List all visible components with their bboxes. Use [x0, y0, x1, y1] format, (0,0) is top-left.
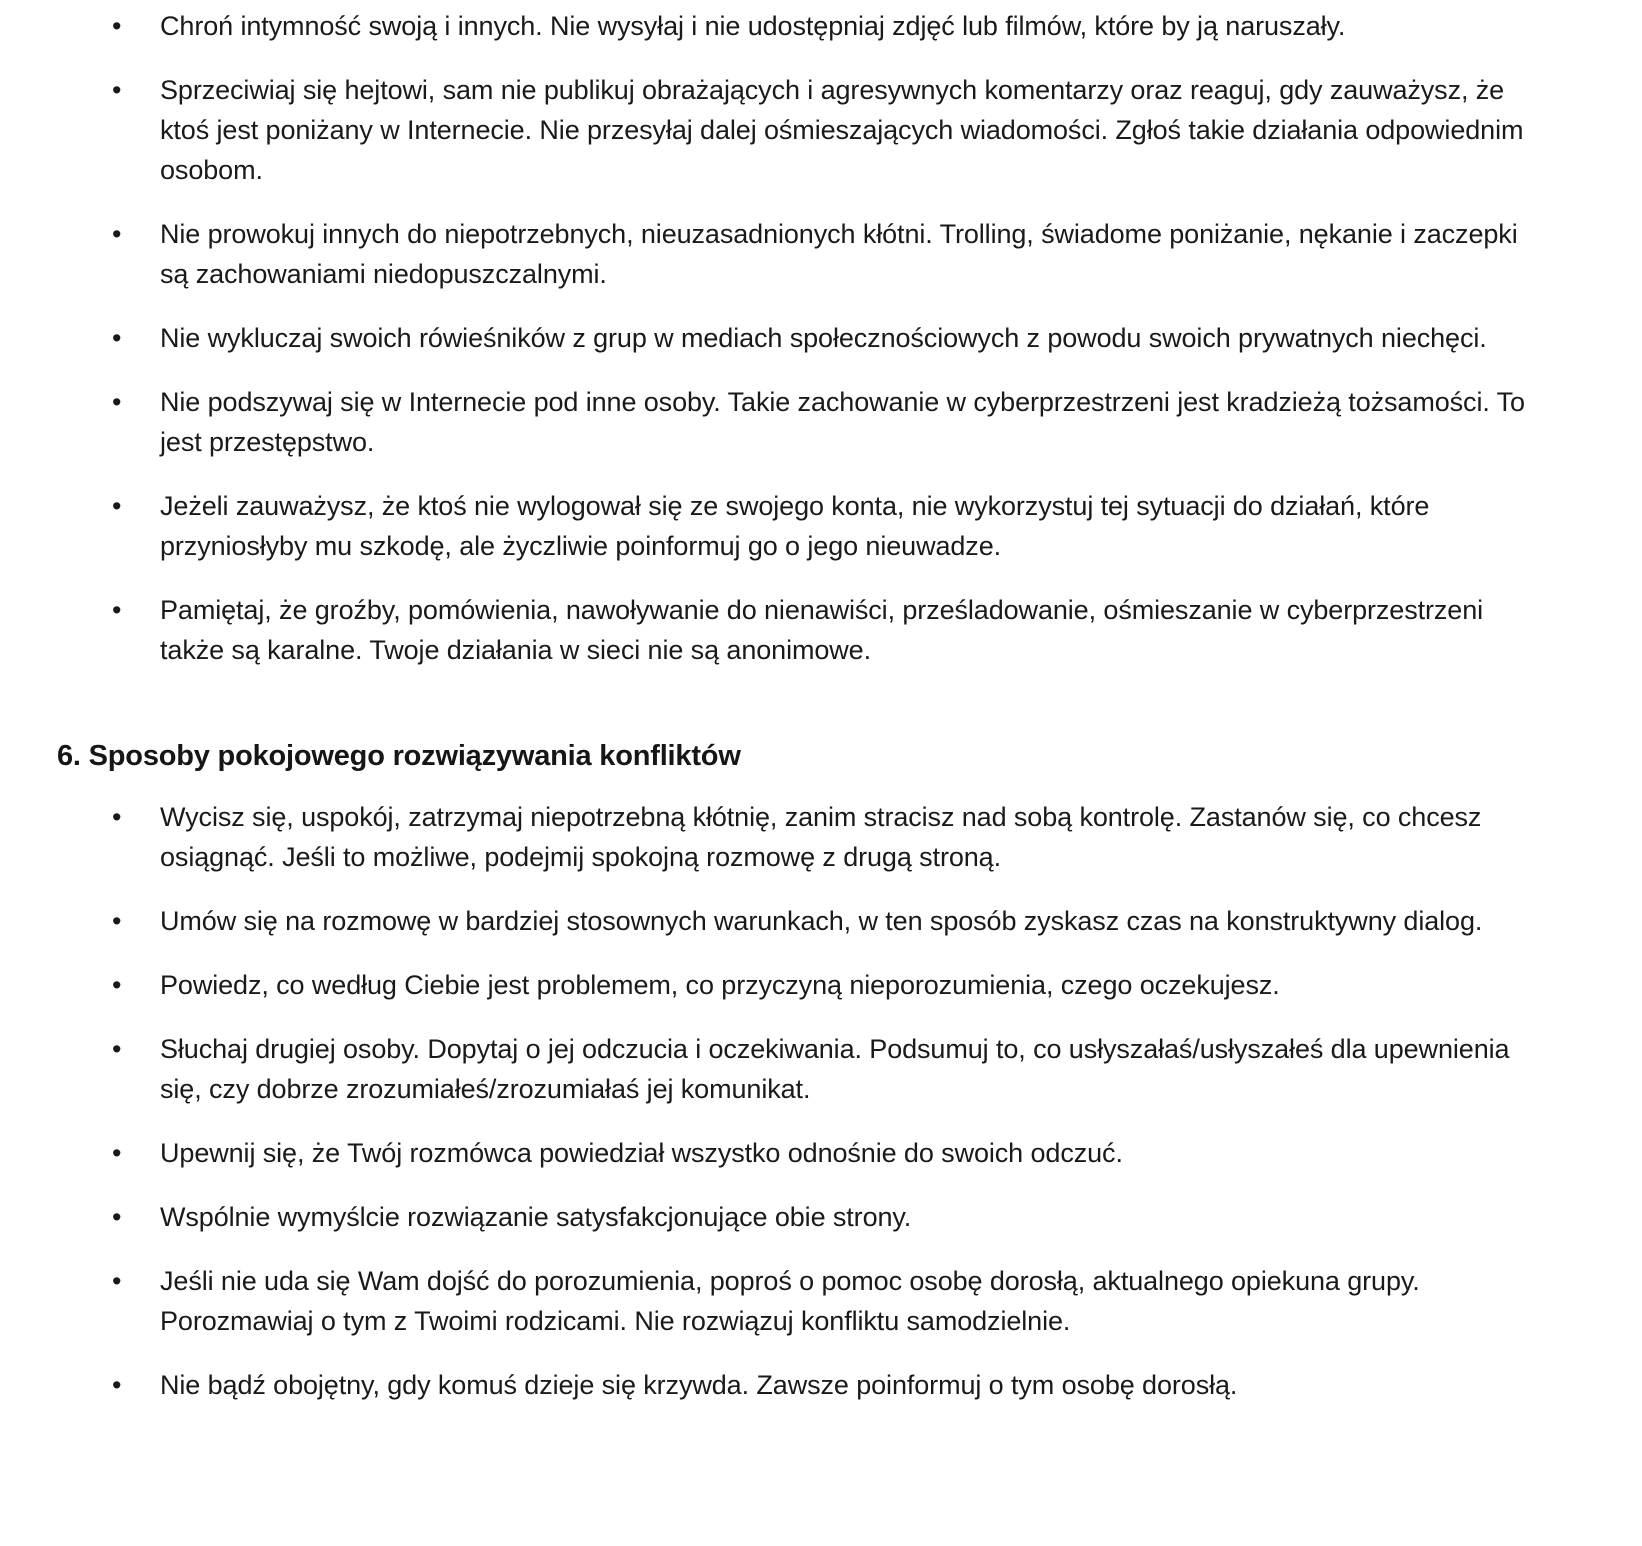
list-item-text: Sprzeciwiaj się hejtowi, sam nie publikuj obrażających i agresywnych komentarzy oraz reaguj, gdy zauważysz, że ktoś jest poniżany w Internecie. Nie przesyłaj dalej ośmieszających wiadomości. Zgłoś takie działania odpowiednim osobom. — [160, 75, 1524, 185]
internet-rules-list — [0, 6, 1642, 670]
list-item — [0, 6, 1642, 46]
list-item-text: Umów się na rozmowę w bardziej stosownych warunkach, w ten sposób zyskasz czas na konstruktywny dialog. — [160, 906, 1483, 936]
bullet-icon: • — [112, 1370, 122, 1400]
bullet-icon: • — [112, 323, 122, 353]
list-item — [0, 70, 1642, 190]
list-item — [0, 1365, 1642, 1405]
list-item — [0, 1261, 1642, 1341]
list-item-text: Nie bądź obojętny, gdy komuś dzieje się krzywda. Zawsze poinformuj o tym osobę dorosłą. — [160, 1370, 1238, 1400]
list-item-text: Wspólnie wymyślcie rozwiązanie satysfakcjonujące obie strony. — [160, 1202, 912, 1232]
bullet-icon: • — [112, 802, 122, 832]
list-item-text: Chroń intymność swoją i innych. Nie wysyłaj i nie udostępniaj zdjęć lub filmów, które by ją naruszały. — [160, 11, 1346, 41]
list-item-text: Nie podszywaj się w Internecie pod inne osoby. Takie zachowanie w cyberprzestrzeni jest kradzieżą tożsamości. To jest przestępstwo. — [160, 387, 1525, 457]
list-item-text: Wycisz się, uspokój, zatrzymaj niepotrzebną kłótnię, zanim stracisz nad sobą kontrolę. Zastanów się, co chcesz osiągnąć. Jeśli to możliwe, podejmij spokojną rozmowę z drugą stroną. — [160, 802, 1482, 872]
bullet-icon: • — [112, 1202, 122, 1232]
bullet-icon: • — [112, 1138, 122, 1168]
bullet-icon: • — [112, 595, 122, 625]
list-item-text: Nie prowokuj innych do niepotrzebnych, nieuzasadnionych kłótni. Trolling, świadome poniżanie, nękanie i zaczepki są zachowaniami niedopuszczalnymi. — [160, 219, 1518, 289]
bullet-icon: • — [112, 387, 122, 417]
list-item — [0, 965, 1642, 1005]
list-item — [0, 901, 1642, 941]
list-item — [0, 382, 1642, 462]
list-item — [0, 318, 1642, 358]
list-item — [0, 1133, 1642, 1173]
section-heading: 6. Sposoby pokojowego rozwiązywania konfliktów — [57, 740, 741, 772]
bullet-icon: • — [112, 11, 122, 41]
bullet-icon: • — [112, 1266, 122, 1296]
bottom-margin — [0, 1429, 1642, 1489]
list-item-text: Jeśli nie uda się Wam dojść do porozumienia, poproś o pomoc osobę dorosłą, aktualnego opiekuna grupy. Porozmawiaj o tym z Twoimi rodzicami. Nie rozwiązuj konfliktu samodzielnie. — [160, 1266, 1420, 1336]
list-item — [0, 214, 1642, 294]
list-item-text: Nie wykluczaj swoich rówieśników z grup w mediach społecznościowych z powodu swoich prywatnych niechęci. — [160, 323, 1487, 353]
list-item — [0, 797, 1642, 877]
bullet-icon: • — [112, 970, 122, 1000]
bullet-icon: • — [112, 491, 122, 521]
conflict-resolution-list — [0, 797, 1642, 1405]
list-item — [0, 1029, 1642, 1109]
list-item-text: Jeżeli zauważysz, że ktoś nie wylogował się ze swojego konta, nie wykorzystuj tej sytuacji do działań, które przyniosłyby mu szkodę, ale życzliwie poinformuj go o jego nieuwadze. — [160, 491, 1430, 561]
list-item-text: Powiedz, co według Ciebie jest problemem, co przyczyną nieporozumienia, czego oczekujesz. — [160, 970, 1280, 1000]
list-item-text: Upewnij się, że Twój rozmówca powiedział wszystko odnośnie do swoich odczuć. — [160, 1138, 1123, 1168]
list-item — [0, 590, 1642, 670]
list-item-text: Pamiętaj, że groźby, pomówienia, nawoływanie do nienawiści, prześladowanie, ośmieszanie w cyberprzestrzeni także są karalne. Twoje działania w sieci nie są anonimowe. — [160, 595, 1484, 665]
list-item — [0, 486, 1642, 566]
bullet-icon: • — [112, 219, 122, 249]
bullet-icon: • — [112, 75, 122, 105]
bullet-icon: • — [112, 1034, 122, 1064]
list-item-text: Słuchaj drugiej osoby. Dopytaj o jej odczucia i oczekiwania. Podsumuj to, co usłyszałaś/usłyszałeś dla upewnienia się, czy dobrze zrozumiałeś/zrozumiałaś jej komunikat. — [160, 1034, 1510, 1104]
list-item — [0, 1197, 1642, 1237]
bullet-icon: • — [112, 906, 122, 936]
